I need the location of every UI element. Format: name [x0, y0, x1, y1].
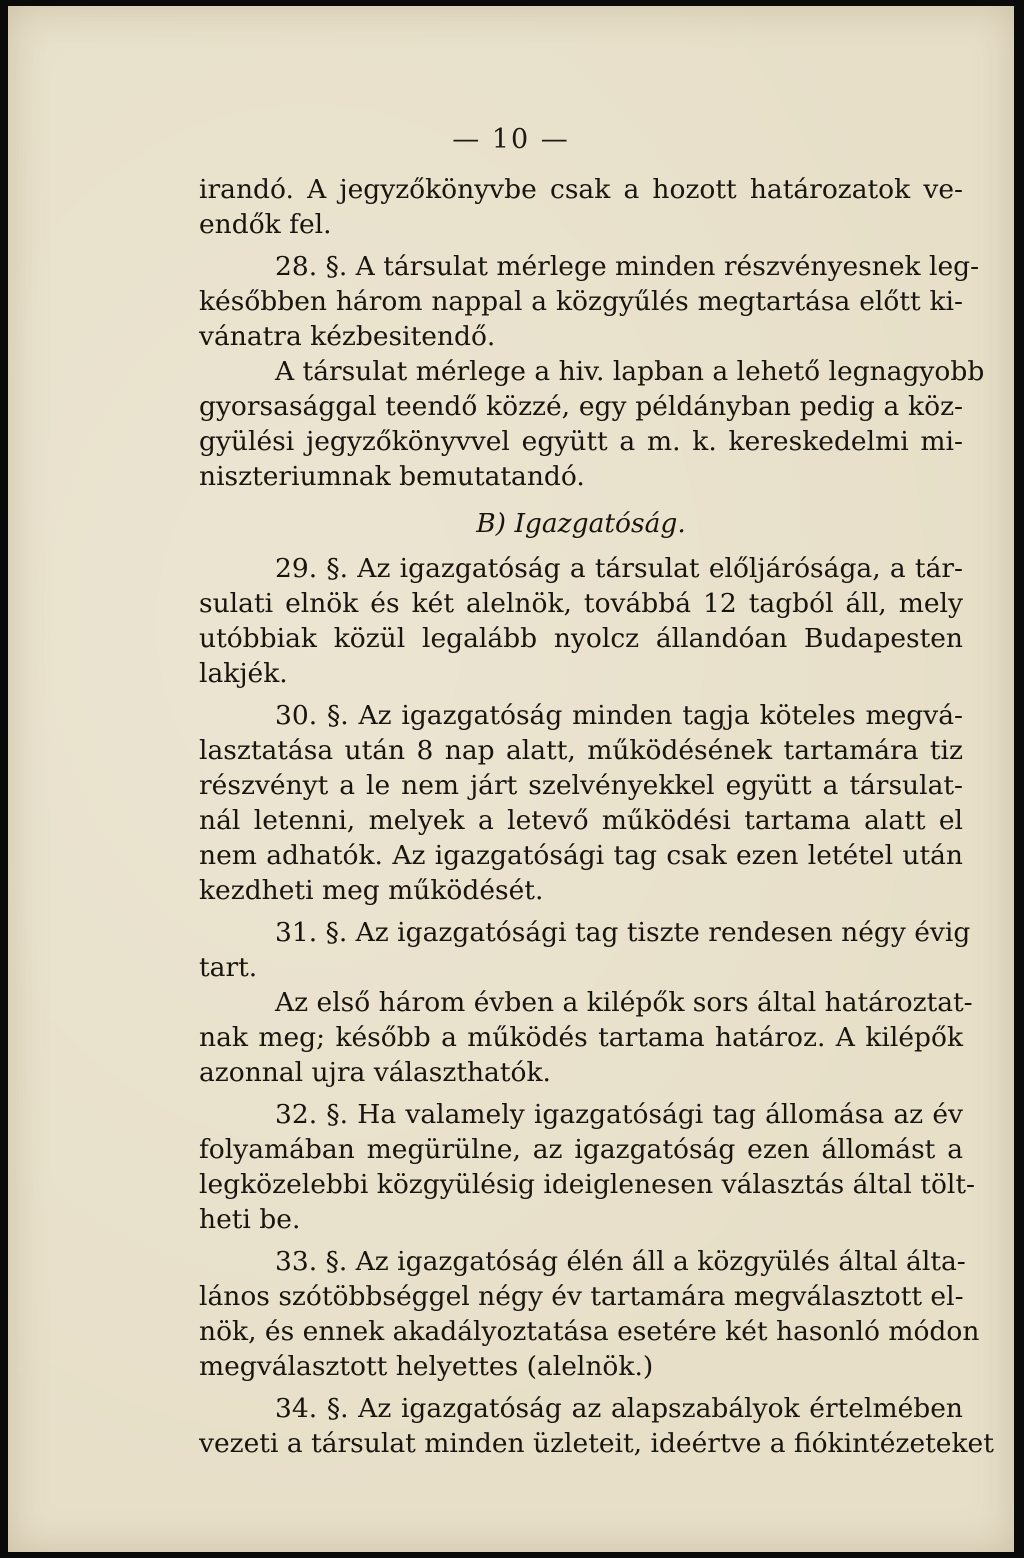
text-line: legközelebbi közgyülésig ideiglenesen választás által tölt- — [199, 1169, 975, 1200]
text-line: vezeti a társulat minden üzleteit, ideértve a fiókintézeteket — [199, 1428, 994, 1459]
text-line: nak meg; később a működés tartama határoz. A kilépők — [199, 1022, 963, 1053]
text-line: endők fel. — [199, 209, 332, 240]
text-line: tart. — [199, 952, 258, 983]
text-line: nem adhatók. Az igazgatósági tag csak ezen letétel után — [199, 840, 963, 871]
section-heading: B) Igazgatóság. — [476, 508, 686, 539]
text-line: Az első három évben a kilépők sors által határoztat- — [275, 987, 973, 1018]
text-line: sulati elnök és két alelnök, továbbá 12 tagból áll, mely — [199, 588, 963, 619]
paragraph-32-start: 32. §. Ha valamely igazgatósági tag állomása az év — [275, 1099, 963, 1130]
text-line: nök, és ennek akadályoztatása esetére két hasonló módon — [199, 1316, 980, 1347]
text-line: vánatra kézbesitendő. — [199, 321, 496, 352]
text-line: gyülési jegyzőkönyvvel együtt a m. k. kereskedelmi mi- — [199, 426, 963, 457]
paragraph-31-start: 31. §. Az igazgatósági tag tiszte rendesen négy évig — [275, 917, 971, 948]
text-line: utóbbiak közül legalább nyolcz állandóan Budapesten — [199, 623, 963, 654]
paragraph-28-start: 28. §. A társulat mérlege minden részvényesnek leg- — [275, 251, 980, 282]
page-number: — 10 — — [452, 124, 570, 155]
text-line: későbben három nappal a közgyűlés megtartása előtt ki- — [199, 286, 963, 317]
document-page — [8, 6, 1014, 1552]
text-line: folyamában megürülne, az igazgatóság ezen állomást a — [199, 1134, 963, 1165]
paragraph-34-start: 34. §. Az igazgatóság az alapszabályok értelmében — [275, 1393, 963, 1424]
text-line: nál letenni, melyek a letevő működési tartama alatt el — [199, 805, 963, 836]
text-line: heti be. — [199, 1204, 301, 1235]
text-line: niszteriumnak bemutatandó. — [199, 461, 585, 492]
text-line: lános szótöbbséggel négy év tartamára megválasztott el- — [199, 1281, 964, 1312]
text-line: gyorsasággal teendő közzé, egy példányban pedig a köz- — [199, 391, 963, 422]
body-text — [199, 172, 994, 1461]
text-line: kezdheti meg működését. — [199, 875, 544, 906]
text-line: lasztatása után 8 nap alatt, működésének tartamára tiz — [199, 735, 963, 766]
paragraph-33-start: 33. §. Az igazgatóság élén áll a közgyülés által álta- — [275, 1246, 966, 1277]
paragraph-29-start: 29. §. Az igazgatóság a társulat előljárósága, a tár- — [275, 553, 963, 584]
text-line: megválasztott helyettes (alelnök.) — [199, 1351, 654, 1382]
text-line: A társulat mérlege a hiv. lapban a lehető legnagyobb — [275, 356, 985, 387]
text-line: azonnal ujra választhatók. — [199, 1057, 551, 1088]
paragraph-30-start: 30. §. Az igazgatóság minden tagja köteles megvá- — [275, 700, 963, 731]
text-line: irandó. A jegyzőkönyvbe csak a hozott határozatok ve- — [199, 174, 963, 205]
text-line: lakjék. — [199, 658, 288, 689]
text-line: részvényt a le nem járt szelvényekkel együtt a társulat- — [199, 770, 963, 801]
